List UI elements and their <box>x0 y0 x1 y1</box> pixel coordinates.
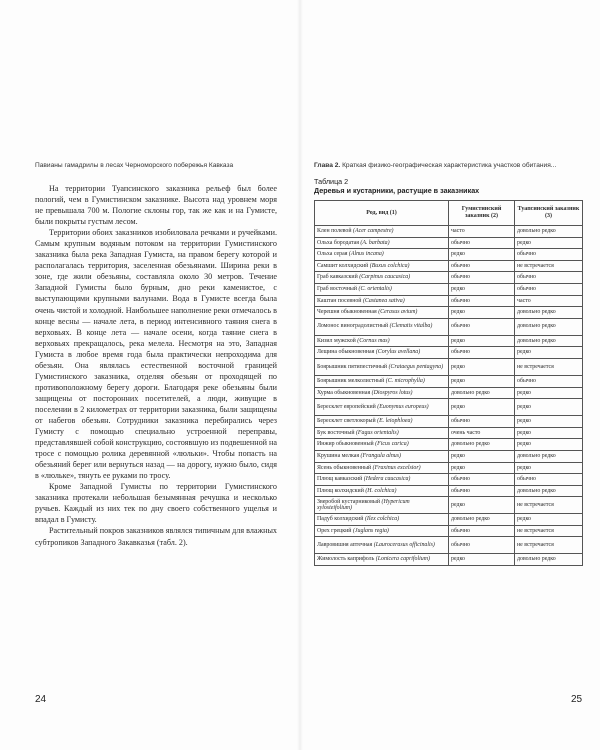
species-cell <box>315 485 449 497</box>
species-latin: (Fagus orientalis) <box>355 429 399 436</box>
table-row <box>315 249 583 261</box>
table-row <box>315 525 583 537</box>
species-name: Ольха бородатая <box>317 239 359 246</box>
table-row <box>315 295 583 307</box>
chapter-label: Глава 2. <box>314 162 341 169</box>
tuapse-cell: обычно <box>515 249 583 261</box>
species-latin: (Alnus incana) <box>348 251 384 258</box>
gumista-cell: обычно <box>449 260 515 272</box>
species-latin: (Ilex colchica) <box>364 516 400 523</box>
gumista-cell: редко <box>449 307 515 319</box>
table-row <box>315 358 583 375</box>
tuapse-cell: обычно <box>515 272 583 284</box>
right-page-number: 25 <box>571 694 583 705</box>
paragraph: Растительный покров заказников являлся типичным для влажных субтропиков Западного Закавказья (табл. 2). <box>35 526 277 547</box>
table-row <box>315 427 583 439</box>
gumista-cell: довольно редко <box>449 387 515 399</box>
header-tuapse: Туапсинский заказник (3) <box>515 201 583 226</box>
gumista-cell: обычно <box>449 485 515 497</box>
species-cell <box>315 318 449 335</box>
table-row <box>315 416 583 428</box>
table-label: Таблица 2 <box>314 177 349 186</box>
species-name: Крушина мелкая <box>317 452 360 459</box>
tuapse-cell: редко <box>515 387 583 399</box>
species-name: Граб восточный <box>317 285 358 292</box>
species-name: Инжир обыкновенный <box>317 441 374 448</box>
species-table <box>314 200 583 566</box>
species-latin: (Castanea sativa) <box>362 297 405 304</box>
table-body <box>315 226 583 566</box>
species-cell <box>315 474 449 486</box>
tuapse-cell: не встречается <box>515 358 583 375</box>
species-cell <box>315 237 449 249</box>
right-running-head <box>314 162 556 169</box>
tuapse-cell: не встречается <box>515 497 583 514</box>
table-row <box>315 260 583 272</box>
gumista-cell: редко <box>449 283 515 295</box>
species-name: Лавровишня аптечная <box>317 542 373 549</box>
species-cell <box>315 497 449 514</box>
species-name: Ломонос виноградолистный <box>317 323 389 330</box>
species-latin: (Ficus carica) <box>375 441 409 448</box>
species-name: Боярышник пятипестичный <box>317 363 388 370</box>
tuapse-cell: редко <box>515 439 583 451</box>
gumista-cell: обычно <box>449 416 515 428</box>
table-row <box>315 318 583 335</box>
table-row <box>315 375 583 387</box>
species-name: Клен полевой <box>317 228 352 234</box>
species-latin: (E. leiophloea) <box>377 418 413 425</box>
gumista-cell: редко <box>449 375 515 387</box>
gumista-cell: обычно <box>449 474 515 486</box>
gumista-cell: обычно <box>449 295 515 307</box>
species-latin: (Euonymus europeus) <box>377 403 429 410</box>
tuapse-cell: не встречается <box>515 537 583 554</box>
species-cell <box>315 249 449 261</box>
left-page-number: 24 <box>35 694 47 705</box>
tuapse-cell: довольно редко <box>515 318 583 335</box>
gumista-cell: редко <box>449 554 515 566</box>
species-name: Самшит колхидский <box>317 262 369 269</box>
species-name: Зверобой кустарниковый <box>317 498 381 505</box>
species-cell <box>315 375 449 387</box>
table-row <box>315 399 583 416</box>
table-header-row <box>315 201 583 226</box>
gumista-cell: довольно редко <box>449 439 515 451</box>
chapter-title: Краткая физико-географическая характеристика участков обитания... <box>340 162 557 169</box>
table-row <box>315 450 583 462</box>
header-gumista: Гумистинский заказник (2) <box>449 201 515 226</box>
species-name: Хурма обыкновенная <box>317 389 371 396</box>
tuapse-cell: довольно редко <box>515 554 583 566</box>
species-latin: (Frangula alnus) <box>360 452 401 459</box>
species-name: Ольха серая <box>317 251 348 258</box>
table-row <box>315 237 583 249</box>
species-cell <box>315 272 449 284</box>
species-cell <box>315 347 449 359</box>
species-name: Боярышник мелколистный <box>317 377 385 384</box>
species-cell <box>315 439 449 451</box>
species-cell <box>315 450 449 462</box>
species-cell <box>315 537 449 554</box>
species-cell <box>315 283 449 295</box>
tuapse-cell: довольно редко <box>515 307 583 319</box>
species-name: Бересклет светлокорый <box>317 418 376 425</box>
tuapse-cell: редко <box>515 237 583 249</box>
species-latin: (Corylus avellana) <box>375 349 421 356</box>
tuapse-cell: редко <box>515 427 583 439</box>
left-body-text <box>35 183 277 548</box>
species-cell <box>315 462 449 474</box>
tuapse-cell: обычно <box>515 474 583 486</box>
species-latin: (Carpinus caucasica) <box>359 274 411 281</box>
gumista-cell: редко <box>449 249 515 261</box>
species-latin: (C. microphylla) <box>385 377 425 384</box>
species-cell <box>315 260 449 272</box>
species-latin: (Hedera caucasica) <box>363 476 411 483</box>
gumista-cell: редко <box>449 399 515 416</box>
gumista-cell: обычно <box>449 272 515 284</box>
gumista-cell: обычно <box>449 237 515 249</box>
table-row <box>315 554 583 566</box>
left-running-head: Павианы гамадрилы в лесах Черноморского побережья Кавказа <box>35 162 234 169</box>
table-row <box>315 497 583 514</box>
gumista-cell: довольно редко <box>449 514 515 526</box>
species-name: Бересклет европейский <box>317 403 376 410</box>
paragraph: На территории Туапсинского заказника рельеф был более пологий, чем в Гумистинском заказнике. Высота над уровнем моря не превышала 700 м. Пологие склоны гор, так же как и на Гумисте, были покрыты густым лесом. <box>35 184 277 227</box>
paragraph: Кроме Западной Гумисты по территории Гумистинского заказника протекали небольшая безымянная речушка и несколько ручьев. Каждый из них тек по дну своего собственного ущелья и впадал в Гумисту. <box>35 482 277 525</box>
tuapse-cell: обычно <box>515 375 583 387</box>
table-row <box>315 537 583 554</box>
species-name: Лещина обыкновенная <box>317 349 375 356</box>
species-cell <box>315 307 449 319</box>
species-cell <box>315 399 449 416</box>
species-cell <box>315 525 449 537</box>
tuapse-cell: не встречается <box>515 260 583 272</box>
species-cell <box>315 554 449 566</box>
header-species: Род, вид (1) <box>315 201 449 226</box>
table-row <box>315 226 583 238</box>
species-cell <box>315 226 449 238</box>
gumista-cell: редко <box>449 335 515 347</box>
species-latin: (Hypericum xylosteifolium) <box>317 498 410 512</box>
table-caption <box>314 177 479 195</box>
tuapse-cell: обычно <box>515 283 583 295</box>
tuapse-cell: редко <box>515 399 583 416</box>
table-row <box>315 439 583 451</box>
species-name: Черешня обыкновенная <box>317 309 377 316</box>
gumista-cell: очень часто <box>449 427 515 439</box>
species-latin: (Cerasus avium) <box>378 309 418 316</box>
species-name: Орех грецкий <box>317 527 352 534</box>
tuapse-cell: часто <box>515 295 583 307</box>
tuapse-cell: редко <box>515 416 583 428</box>
tuapse-cell: редко <box>515 462 583 474</box>
species-cell <box>315 416 449 428</box>
species-name: Ясень обыкновенный <box>317 464 372 471</box>
species-table-wrap <box>314 200 582 566</box>
table-row <box>315 283 583 295</box>
table-title: Деревья и кустарники, растущие в заказниках <box>314 186 480 195</box>
species-latin: (Crataegus pentagyna) <box>388 363 444 370</box>
species-cell <box>315 427 449 439</box>
gumista-cell: часто <box>449 226 515 238</box>
gumista-cell: обычно <box>449 347 515 359</box>
gumista-cell: редко <box>449 450 515 462</box>
species-latin: (Laurocerasus officinalis) <box>373 542 435 549</box>
species-name: Плющ кавказский <box>317 476 363 483</box>
table-row <box>315 272 583 284</box>
species-latin: (Diospyros lotus) <box>371 389 413 396</box>
species-name: Бук восточный <box>317 429 355 436</box>
table-row <box>315 474 583 486</box>
species-latin: (A. barbata) <box>360 239 390 246</box>
gumista-cell: редко <box>449 462 515 474</box>
gumista-cell: обычно <box>449 525 515 537</box>
table-row <box>315 347 583 359</box>
species-latin: (Acer campestre) <box>353 228 394 234</box>
species-cell <box>315 358 449 375</box>
gumista-cell: обычно <box>449 318 515 335</box>
tuapse-cell: довольно редко <box>515 485 583 497</box>
tuapse-cell: довольно редко <box>515 450 583 462</box>
gumista-cell: редко <box>449 497 515 514</box>
tuapse-cell: довольно редко <box>515 335 583 347</box>
table-row <box>315 307 583 319</box>
species-name: Жимолость каприфоль <box>317 556 375 563</box>
tuapse-cell: редко <box>515 347 583 359</box>
species-name: Кизил мужской <box>317 337 356 344</box>
table-row <box>315 514 583 526</box>
paragraph: Территории обоих заказников изобиловала речками и ручейками. Самым крупным водяным потоком на территории Гумистинского заказника была река Западная Гумиста, на правом берегу которой и располагалась территория, заселенная обезьянами. Ширина реки в зоне, где жили обезьяны, составляла около 30 метров. Течение Западной Гумисты было бурным, дно реки каменистое, с выступающими крупными валунами. Вода в Гумисте всегда была очень чистой и холодной. Наибольшее наполнение реки отмечалось в конце весны — начале лета, в период интенсивного таяния снега в верховьях. В конце лета — начале осени, когда таяние снега в верховьях прекращалось, река мелела. Несмотря на это, Западная Гумиста в любое время года была практически непроходима для обезьян. Она являлась естественной восточной границей Гумистинского заказника, отделяя обезьян от проходящей по противоположному берегу дороги. Благодаря реке обезьяны были защищены от посторонних посетителей, а люди, живущие в поселении в 2 километрах от территории заказника, были защищены от набегов обезьян. Сотрудники заказника перебирались через Гумисту с помощью специально устроенной переправы, представлявшей собой конструкцию, состоявшую из подвешенной на тросе с помощью ролика деревянной «люльки». Чтобы попасть на обезьяний берег или вернуться назад — на дорогу, нужно было, сидя в «люльке», тянуть ее руками по тросу. <box>35 228 277 481</box>
species-latin: (Fraxinus excelsior) <box>372 464 421 471</box>
gumista-cell: редко <box>449 358 515 375</box>
table-row <box>315 462 583 474</box>
right-page <box>300 0 600 750</box>
species-cell <box>315 295 449 307</box>
tuapse-cell: редко <box>515 514 583 526</box>
table-row <box>315 335 583 347</box>
species-cell <box>315 387 449 399</box>
tuapse-cell: довольно редко <box>515 226 583 238</box>
species-latin: (Juglans regia) <box>352 527 389 534</box>
table-row <box>315 387 583 399</box>
species-latin: (H. colchica) <box>365 487 397 494</box>
species-latin: (Cornus mas) <box>357 337 390 344</box>
tuapse-cell: не встречается <box>515 525 583 537</box>
gumista-cell: обычно <box>449 537 515 554</box>
species-latin: (C. orientalis) <box>358 285 392 292</box>
species-latin: (Lonicera caprifolium) <box>375 556 430 563</box>
species-name: Каштан посевной <box>317 297 362 304</box>
species-name: Плющ колхидский <box>317 487 364 494</box>
table-row <box>315 485 583 497</box>
species-latin: (Clematis vitalba) <box>389 323 433 330</box>
species-name: Граб кавказский <box>317 274 358 281</box>
species-cell <box>315 335 449 347</box>
species-latin: (Buxus colchica) <box>369 262 410 269</box>
species-cell <box>315 514 449 526</box>
species-name: Падуб колхидский <box>317 516 364 523</box>
